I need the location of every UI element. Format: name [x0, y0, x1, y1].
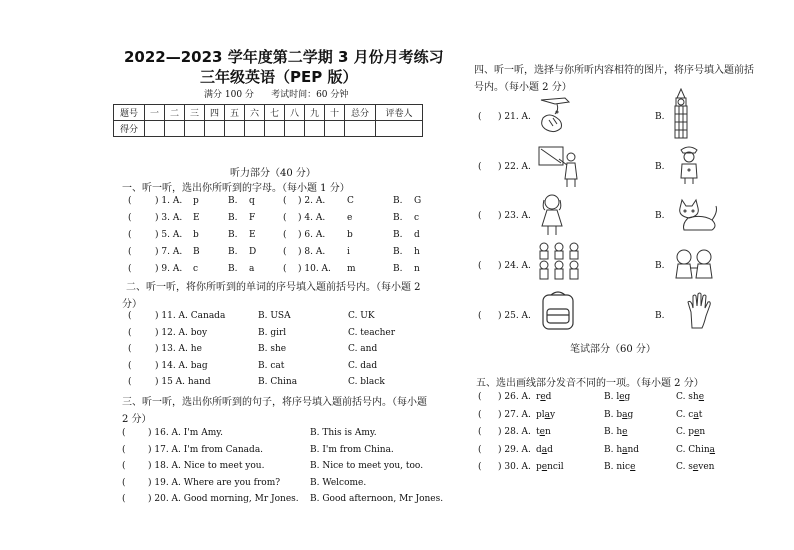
answer-paren[interactable]: ( [122, 494, 126, 504]
part4-title-line2: 号内。（每小题 2 分） [474, 82, 572, 93]
option-b-label: B. [393, 196, 403, 206]
underlined-letters: e [539, 427, 545, 437]
cat-icon [674, 198, 720, 232]
answer-paren[interactable]: ( [128, 360, 132, 371]
option-b-label: B. [228, 196, 238, 206]
answer-paren[interactable]: ( [122, 444, 126, 455]
question-label: ) 8. A. [298, 247, 326, 257]
option-b-value: D [249, 247, 257, 257]
underlined-letters: a [622, 444, 628, 455]
option-c-word [676, 445, 715, 455]
answer-paren[interactable]: ( [283, 196, 287, 206]
option-a-value: c [193, 264, 199, 274]
option-a-value: p [193, 196, 199, 206]
question-label: ) 28. A. [498, 427, 531, 437]
question-option-a: ) 13. A. he [155, 344, 202, 354]
sentence-option-b: B. I'm from China. [310, 444, 394, 455]
underlined-letters: a [693, 409, 699, 420]
question-label: ) 4. A. [298, 213, 326, 223]
underlined-letters: e [619, 392, 625, 402]
option-b-value: F [249, 213, 256, 223]
sentence-option-a: ) 19. A. Where are you from? [148, 477, 281, 488]
word-part: g [624, 392, 631, 402]
option-b-value: G [414, 196, 422, 206]
option-b-label: B. [228, 230, 238, 240]
word-part: y [550, 409, 556, 420]
score-header-cell: 五 [225, 105, 245, 121]
part5-title: 五、选出画线部分发音不同的一项。（每小题 2 分） [476, 378, 704, 389]
word-part: t [698, 409, 703, 420]
answer-paren[interactable]: ( [478, 311, 482, 321]
question-label: ) 1. A. [155, 196, 183, 206]
question-option-a: ) 12. A. boy [155, 327, 208, 338]
part1-title: 一、听一听，选出你所听到的字母。（每小题 1 分） [122, 183, 350, 194]
answer-paren[interactable]: ( [128, 327, 132, 338]
word-part: C. Chin [676, 444, 710, 455]
option-b-value: h [414, 247, 420, 257]
score-cell[interactable] [305, 121, 325, 137]
answer-paren[interactable]: ( [128, 247, 132, 257]
question-label: ) 27. A. [498, 409, 531, 420]
option-b: B. USA [258, 311, 291, 321]
underlined-letters: e [694, 427, 700, 437]
school-bag-icon [537, 289, 579, 331]
score-header-cell: 十 [325, 105, 345, 121]
question-label: ) 26. A. [498, 392, 531, 402]
question-label: ) 23. A. [498, 211, 531, 221]
score-row-label: 得分 [114, 121, 145, 137]
option-a-word [536, 462, 564, 472]
underlined-letters: e [630, 462, 636, 472]
sentence-option-b: B. Good afternoon, Mr Jones. [310, 494, 444, 504]
option-b-value: d [414, 230, 420, 240]
score-header-cell: 四 [205, 105, 225, 121]
score-header-cell: 评卷人 [376, 105, 423, 121]
teacher-blackboard-icon [537, 145, 583, 187]
word-part: C. s [676, 462, 693, 472]
word-part: ncil [547, 462, 564, 472]
score-table-header-row [114, 105, 423, 121]
hand-icon [686, 292, 714, 330]
option-c: C. black [348, 377, 385, 387]
answer-paren[interactable]: ( [283, 230, 287, 240]
girl-icon [538, 192, 566, 236]
word-part: C. sh [676, 392, 699, 402]
sentence-option-a: ) 17. A. I'm from Canada. [148, 444, 264, 455]
word-part: C. p [676, 427, 695, 437]
answer-paren[interactable]: ( [128, 344, 132, 354]
group-of-children-icon [536, 241, 582, 281]
option-b-label: B. [655, 211, 665, 221]
exam-meta: 满分 100 分 考试时间：60 分钟 [204, 90, 349, 100]
word-part: d [545, 392, 552, 402]
score-cell[interactable] [265, 121, 285, 137]
option-b-label: B. [228, 247, 238, 257]
question-label: ) 21. A. [498, 112, 531, 122]
exam-title-line2: 三年级英语（PEP 版） [200, 68, 358, 86]
score-header-cell: 题号 [114, 105, 145, 121]
answer-paren[interactable]: ( [122, 428, 126, 438]
score-header-cell: 三 [185, 105, 205, 121]
option-a-word [536, 410, 555, 420]
score-cell[interactable] [245, 121, 265, 137]
option-b-label: B. [393, 230, 403, 240]
score-table [113, 104, 423, 137]
option-b-label: B. [228, 213, 238, 223]
option-b-word [604, 445, 639, 455]
question-label: ) 30. A. [498, 462, 531, 472]
underlined-letters: e [622, 427, 628, 437]
score-table-score-row [114, 121, 423, 137]
question-option-a: ) 11. A. Canada [155, 311, 226, 321]
option-b-label: B. [655, 162, 665, 172]
answer-paren[interactable]: ( [128, 213, 132, 223]
score-cell[interactable] [325, 121, 345, 137]
option-a-value: E [193, 213, 200, 223]
score-header-cell: 七 [265, 105, 285, 121]
underlined-letters: e [698, 392, 705, 402]
option-b-label: B. [655, 261, 665, 271]
answer-paren[interactable]: ( [478, 462, 482, 472]
option-a-value: b [193, 230, 199, 240]
option-b: B. cat [258, 360, 285, 371]
answer-paren[interactable]: ( [128, 230, 132, 240]
option-c-word [676, 462, 714, 472]
part2-title-line1: 二、听一听，将你所听到的单词的序号填入题前括号内。（每小题 2 [126, 282, 421, 293]
answer-paren[interactable]: ( [283, 213, 287, 223]
word-part: pl [536, 409, 545, 420]
option-b-label: B. [655, 311, 665, 321]
score-header-cell: 一 [145, 105, 165, 121]
underlined-letters: e [540, 392, 546, 402]
part4-title-line1: 四、听一听，选择与你所听内容相符的图片，将序号填入题前括 [474, 65, 754, 76]
question-label: ) 29. A. [498, 444, 531, 455]
score-cell[interactable] [185, 121, 205, 137]
option-c: C. teacher [348, 327, 396, 338]
option-b-word [604, 462, 635, 472]
score-cell[interactable] [205, 121, 225, 137]
option-a-value: e [347, 213, 353, 223]
underlined-letters: a [541, 444, 548, 455]
hand-washing-icon [535, 96, 577, 140]
word-part: r [536, 392, 541, 402]
writing-section-title: 笔试部分（60 分） [570, 344, 656, 355]
answer-paren[interactable]: ( [478, 409, 482, 420]
answer-paren[interactable]: ( [122, 477, 126, 488]
question-option-a: ) 15 A. hand [155, 377, 211, 387]
answer-paren[interactable]: ( [283, 247, 287, 257]
word-part: B. h [604, 427, 623, 437]
option-a-value: C [347, 196, 354, 206]
option-a-word [536, 392, 551, 402]
answer-paren[interactable]: ( [478, 444, 482, 455]
answer-paren[interactable]: ( [478, 392, 482, 402]
option-b-word [604, 392, 630, 402]
word-part: nd [627, 444, 640, 455]
option-c: C. UK [348, 311, 375, 321]
score-header-cell: 九 [305, 105, 325, 121]
question-label: ) 22. A. [498, 162, 531, 172]
two-children-icon [672, 248, 716, 282]
option-b-label: B. [393, 213, 403, 223]
option-b-value: n [414, 264, 420, 274]
option-c-word [676, 410, 702, 420]
score-cell[interactable] [285, 121, 305, 137]
option-b: B. she [258, 344, 287, 354]
option-c-word [676, 427, 705, 437]
answer-paren[interactable]: ( [128, 264, 132, 274]
word-part: B. nic [604, 462, 631, 472]
option-a-value: m [347, 264, 356, 274]
score-cell[interactable] [376, 121, 423, 137]
question-label: ) 6. A. [298, 230, 326, 240]
score-cell[interactable] [165, 121, 185, 137]
option-c: C. and [348, 344, 378, 354]
police-officer-icon [677, 144, 701, 184]
answer-paren[interactable]: ( [128, 377, 132, 387]
big-ben-tower-icon [670, 88, 692, 140]
option-a-value: i [347, 247, 350, 257]
option-b-word [604, 427, 627, 437]
underlined-letters: e [692, 462, 699, 472]
question-label: ) 5. A. [155, 230, 183, 240]
word-part: t [536, 427, 540, 437]
exam-title-line1: 2022—2023 学年度第二学期 3 月份月考练习 [124, 48, 444, 66]
option-a-value: b [347, 230, 353, 240]
option-a-word [536, 427, 551, 437]
option-c: C. dad [348, 360, 378, 371]
part2-title-line2: 分） [122, 299, 142, 310]
option-b-value: c [414, 213, 420, 223]
word-part: d [547, 444, 553, 455]
option-b-word [604, 410, 633, 420]
option-b-label: B. [228, 264, 238, 274]
answer-paren[interactable]: ( [478, 112, 482, 122]
word-part: B. l [604, 392, 620, 402]
option-a-value: B [193, 247, 200, 257]
option-b: B. China [258, 377, 298, 387]
score-cell[interactable] [145, 121, 165, 137]
underlined-letters: e [541, 462, 548, 472]
score-cell[interactable] [345, 121, 376, 137]
option-b-value: a [249, 264, 255, 274]
answer-paren[interactable]: ( [478, 162, 482, 172]
sentence-option-a: ) 16. A. I'm Amy. [148, 428, 223, 438]
score-header-cell: 六 [245, 105, 265, 121]
word-part: n [544, 427, 551, 437]
score-header-cell: 二 [165, 105, 185, 121]
question-option-a: ) 14. A. bag [155, 360, 208, 371]
part3-title-line2: 2 分） [122, 414, 152, 425]
score-cell[interactable] [225, 121, 245, 137]
option-a-word [536, 445, 553, 455]
underlined-letters: a [622, 409, 628, 420]
sentence-option-b: B. Nice to meet you, too. [310, 461, 424, 471]
question-label: ) 24. A. [498, 261, 531, 271]
option-b-label: B. [393, 264, 403, 274]
option-b-label: B. [393, 247, 403, 257]
part3-title-line1: 三、听一听，选出你所听到的句子，将序号填入题前括号内。（每小题 [122, 397, 427, 408]
question-label: ) 25. A. [498, 311, 531, 321]
option-b-value: E [249, 230, 256, 240]
underlined-letters: a [544, 409, 551, 420]
option-b-label: B. [655, 112, 665, 122]
question-label: ) 9. A. [155, 264, 183, 274]
sentence-option-a: ) 18. A. Nice to meet you. [148, 461, 265, 471]
question-label: ) 7. A. [155, 247, 183, 257]
score-header-cell: 八 [285, 105, 305, 121]
question-label: ) 10. A. [298, 264, 331, 274]
word-part: C. c [676, 409, 694, 420]
answer-paren[interactable]: ( [283, 264, 287, 274]
answer-paren[interactable]: ( [478, 211, 482, 221]
word-part: B. b [604, 409, 623, 420]
question-label: ) 2. A. [298, 196, 326, 206]
answer-paren[interactable]: ( [128, 196, 132, 206]
sentence-option-b: B. Welcome. [310, 477, 367, 488]
option-b-value: q [249, 196, 255, 206]
answer-paren[interactable]: ( [478, 261, 482, 271]
answer-paren[interactable]: ( [478, 427, 482, 437]
score-header-cell: 总分 [345, 105, 376, 121]
question-label: ) 3. A. [155, 213, 183, 223]
answer-paren[interactable]: ( [122, 461, 126, 471]
word-part: g [627, 409, 634, 420]
option-c-word [676, 392, 704, 402]
word-part: n [699, 427, 706, 437]
word-part: ven [698, 462, 715, 472]
word-part: B. h [604, 444, 623, 455]
option-b: B. girl [258, 327, 287, 338]
sentence-option-b: B. This is Amy. [310, 428, 377, 438]
listening-section-title: 听力部分（40 分） [230, 168, 316, 179]
answer-paren[interactable]: ( [128, 311, 132, 321]
word-part: p [536, 462, 542, 472]
sentence-option-a: ) 20. A. Good morning, Mr Jones. [148, 494, 299, 504]
word-part: d [536, 444, 542, 455]
underlined-letters: a [709, 444, 716, 455]
